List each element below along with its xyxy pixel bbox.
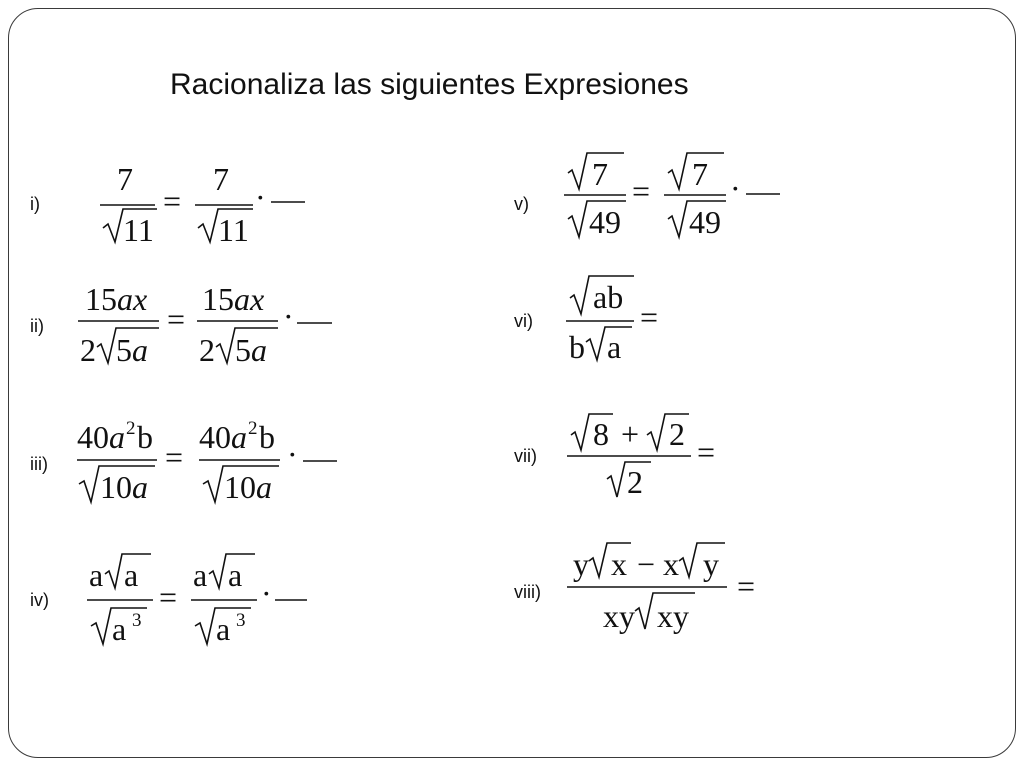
svg-text:=: = [165,439,184,475]
svg-text:xy: xy [657,598,689,634]
svg-text:7: 7 [692,156,708,192]
svg-text:a: a [228,557,243,593]
svg-text:10a: 10a [100,469,148,505]
label-vii: vii) [514,446,537,466]
slide-title: Racionaliza las siguientes Expresiones [170,68,689,101]
svg-text:2: 2 [126,418,136,439]
svg-text:7: 7 [117,161,133,197]
svg-text:x: x [611,546,627,582]
expression-iii [75,410,345,510]
svg-text:2: 2 [669,416,685,452]
svg-text:a: a [216,611,231,647]
expression-ii [75,275,345,375]
svg-text:+: + [621,416,640,452]
svg-text:a: a [607,329,622,365]
svg-text:a: a [112,611,127,647]
svg-text:49: 49 [589,204,621,240]
svg-text:·: · [730,170,741,206]
expression-iv [85,548,325,658]
svg-text:7: 7 [213,161,229,197]
svg-text:2: 2 [248,418,258,439]
svg-text:7: 7 [592,156,608,192]
svg-text:·: · [287,436,298,472]
svg-text:a: a [193,557,208,593]
svg-text:5a: 5a [235,332,267,368]
svg-text:8: 8 [593,416,609,452]
label-iv: iv) [30,590,49,610]
svg-text:3: 3 [236,610,246,631]
label-iii: iii) [30,454,48,474]
svg-text:a: a [124,557,139,593]
label-vi: vi) [514,311,533,331]
svg-text:b: b [137,419,153,455]
label-v: v) [514,194,529,214]
svg-text:5a: 5a [116,332,148,368]
svg-text:11: 11 [123,212,154,248]
svg-text:y: y [573,546,589,582]
svg-text:2: 2 [80,332,96,368]
svg-text:·: · [255,179,266,215]
expression-v [562,145,792,245]
svg-text:15ax: 15ax [85,281,148,317]
svg-text:=: = [697,434,716,470]
svg-text:40a: 40a [199,419,247,455]
svg-text:15ax: 15ax [202,281,265,317]
svg-text:·: · [283,298,294,334]
svg-text:x: x [663,546,679,582]
svg-text:−: − [637,546,656,582]
svg-text:=: = [163,183,182,219]
svg-text:=: = [640,299,659,335]
svg-text:ab: ab [593,279,624,315]
svg-text:·: · [261,575,272,611]
expression-i [95,150,315,250]
svg-text:49: 49 [689,204,721,240]
svg-text:=: = [159,579,178,615]
svg-text:=: = [737,568,756,604]
svg-text:y: y [703,546,719,582]
label-ii: ii) [30,316,44,336]
svg-text:b: b [569,329,585,365]
expression-vi [562,268,692,368]
label-viii: viii) [514,582,541,602]
svg-text:2: 2 [627,464,643,500]
svg-text:xy: xy [603,598,635,634]
expression-vii [565,405,735,505]
svg-text:2: 2 [199,332,215,368]
svg-text:3: 3 [132,610,142,631]
svg-text:10a: 10a [224,469,272,505]
svg-text:=: = [167,301,186,337]
expression-viii [565,535,765,645]
svg-text:b: b [259,419,275,455]
svg-text:a: a [89,557,104,593]
label-i: i) [30,194,40,214]
svg-text:11: 11 [218,212,249,248]
svg-text:=: = [632,173,651,209]
svg-text:40a: 40a [77,419,125,455]
